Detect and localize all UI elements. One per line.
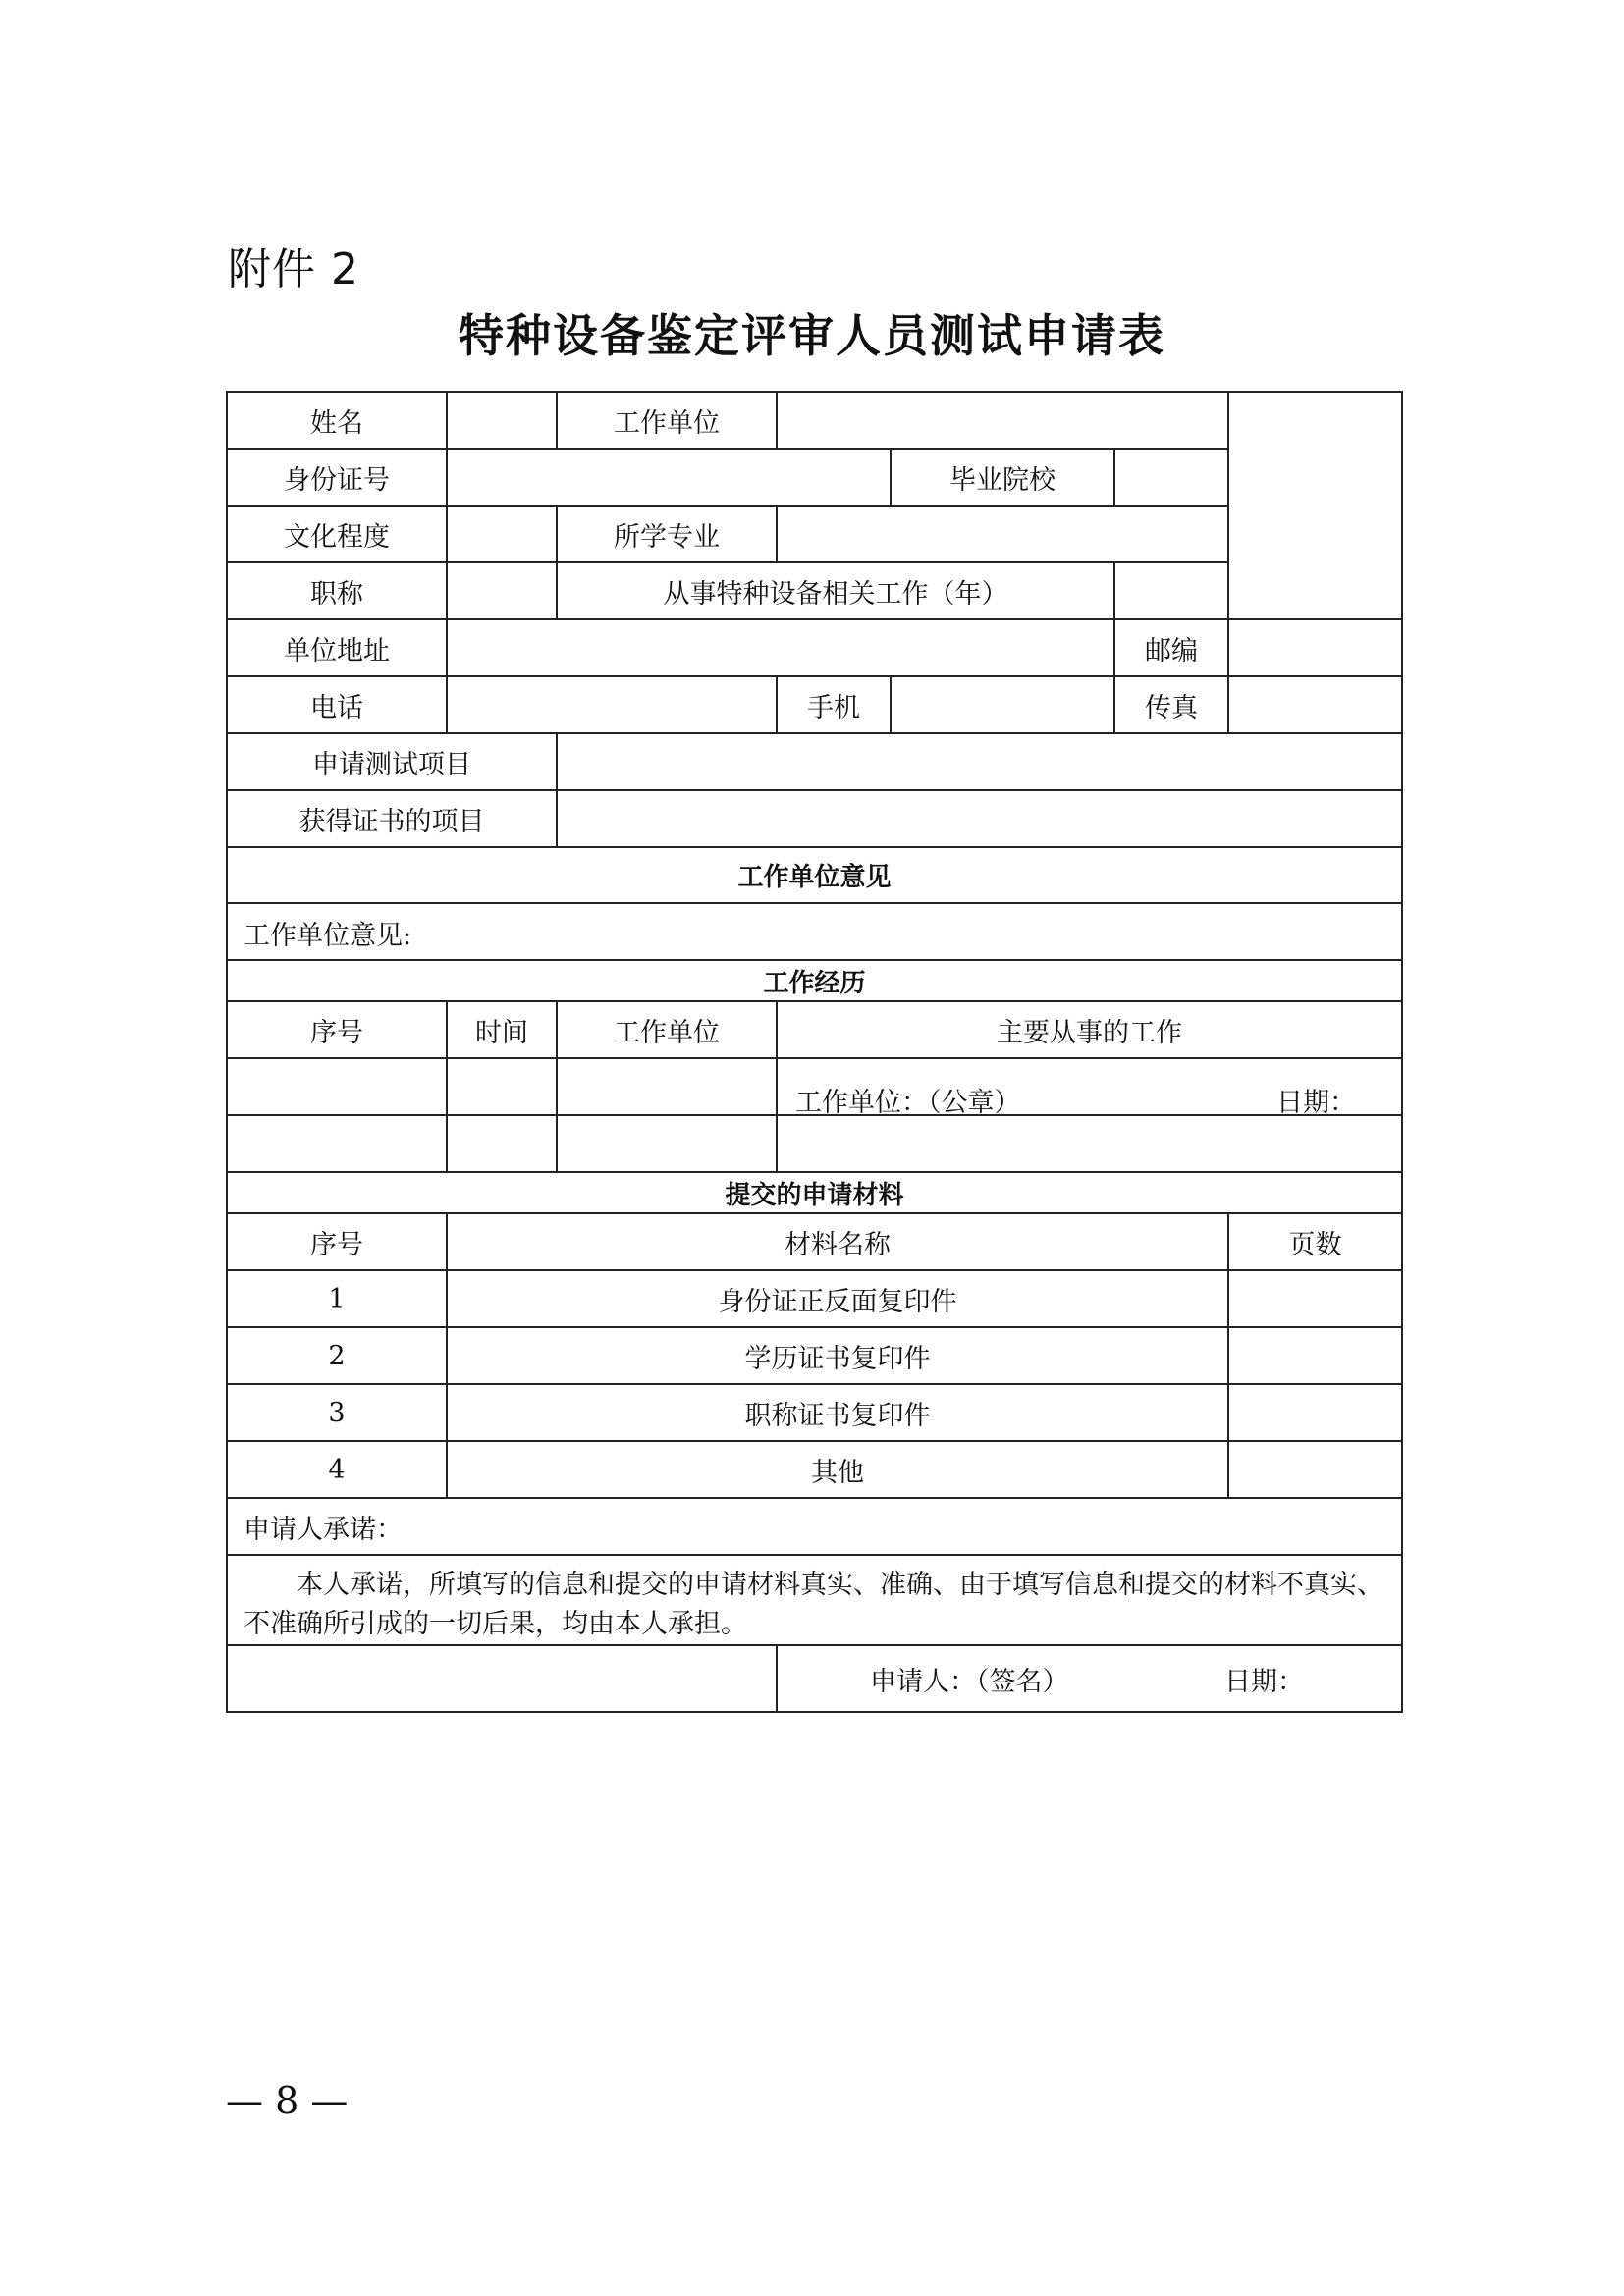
material-no: 3 [227,1384,447,1441]
phone-field[interactable] [447,676,777,733]
apply-item-field[interactable] [557,733,1402,790]
work-history-col-time: 时间 [447,1001,557,1058]
form-row-education [227,506,1402,562]
unit-opinion-heading: 工作单位意见 [227,847,1402,903]
work-history-cell[interactable] [227,1115,447,1172]
unit-opinion-row [227,903,1402,960]
materials-col-pages: 页数 [1228,1213,1402,1270]
education-label: 文化程度 [227,506,447,562]
material-pages-field[interactable] [1228,1441,1402,1498]
fax-field[interactable] [1228,676,1402,733]
promise-text-row [227,1555,1402,1645]
materials-col-name: 材料名称 [447,1213,1228,1270]
unit-opinion-label: 工作单位意见: [244,921,412,951]
material-name: 职称证书复印件 [447,1384,1228,1441]
signature-box[interactable] [777,1645,1402,1712]
signature-blank [227,1645,777,1712]
materials-heading-row [227,1172,1402,1213]
major-label: 所学专业 [557,506,777,562]
unit-date-label: 日期： [1276,1088,1356,1118]
material-pages-field[interactable] [1228,1384,1402,1441]
unit-seal-label: 工作单位：（公章） [795,1088,1021,1118]
professional-title-label: 职称 [227,562,447,619]
work-history-col-duties: 主要从事的工作 [777,1001,1402,1058]
major-field[interactable] [777,506,1228,562]
attachment-label: 附件 2 [228,244,359,294]
signature-label: 申请人：（签名） [870,1667,1069,1697]
apply-item-label: 申请测试项目 [227,733,557,790]
materials-heading: 提交的申请材料 [227,1172,1402,1213]
education-field[interactable] [447,506,557,562]
mobile-field[interactable] [891,676,1114,733]
material-no: 4 [227,1441,447,1498]
work-history-header-row [227,1001,1402,1058]
materials-header-row [227,1213,1402,1270]
table-row [227,1384,1402,1441]
id-number-field[interactable] [447,449,891,506]
page-number: — 8 — [226,2079,349,2122]
work-history-col-no: 序号 [227,1001,447,1058]
work-history-cell[interactable] [557,1058,777,1115]
work-history-cell[interactable] [227,1058,447,1115]
promise-label: 申请人承诺： [227,1498,1402,1555]
unit-opinion-heading-row [227,847,1402,903]
name-field[interactable] [447,392,557,449]
material-name: 身份证正反面复印件 [447,1270,1228,1327]
name-label: 姓名 [227,392,447,449]
work-history-cell[interactable] [447,1115,557,1172]
material-pages-field[interactable] [1228,1327,1402,1384]
work-history-cell[interactable] [447,1058,557,1115]
form-row-apply-item [227,733,1402,790]
cert-item-label: 获得证书的项目 [227,790,557,847]
table-row [227,1270,1402,1327]
work-unit-label: 工作单位 [557,392,777,449]
material-no: 2 [227,1327,447,1384]
address-field[interactable] [447,619,1114,676]
address-label: 单位地址 [227,619,447,676]
professional-title-field[interactable] [447,562,557,619]
cert-item-field[interactable] [557,790,1402,847]
table-row [227,1115,1402,1172]
materials-col-no: 序号 [227,1213,447,1270]
form-row-name [227,392,1402,449]
form-row-cert-item [227,790,1402,847]
form-row-title [227,562,1402,619]
promise-label-row [227,1498,1402,1555]
material-name: 学历证书复印件 [447,1327,1228,1384]
id-number-label: 身份证号 [227,449,447,506]
table-row [227,1441,1402,1498]
postcode-label: 邮编 [1114,619,1228,676]
years-label: 从事特种设备相关工作（年） [557,562,1114,619]
form-row-phone [227,676,1402,733]
application-form-table [226,391,1403,1713]
phone-label: 电话 [227,676,447,733]
school-field[interactable] [1114,449,1228,506]
material-name: 其他 [447,1441,1228,1498]
page-title: 特种设备鉴定评审人员测试申请表 [459,309,1165,362]
photo-box[interactable] [1228,392,1402,619]
signature-date-label: 日期： [1224,1667,1304,1697]
fax-label: 传真 [1114,676,1228,733]
work-history-cell[interactable] [557,1115,777,1172]
table-row [227,1327,1402,1384]
postcode-field[interactable] [1228,619,1402,676]
work-history-cell[interactable] [777,1115,1402,1172]
promise-text: 本人承诺，所填写的信息和提交的申请材料真实、准确、由于填写信息和提交的材料不真实、不准确所引成的一切后果，均由本人承担。 [227,1555,1402,1645]
signature-row [227,1645,1402,1712]
material-pages-field[interactable] [1228,1270,1402,1327]
work-unit-field[interactable] [777,392,1228,449]
form-row-id [227,449,1402,506]
work-history-heading: 工作经历 [227,960,1402,1001]
work-history-heading-row [227,960,1402,1001]
material-no: 1 [227,1270,447,1327]
work-history-col-unit: 工作单位 [557,1001,777,1058]
form-row-address [227,619,1402,676]
years-field[interactable] [1114,562,1228,619]
school-label: 毕业院校 [891,449,1114,506]
mobile-label: 手机 [777,676,891,733]
